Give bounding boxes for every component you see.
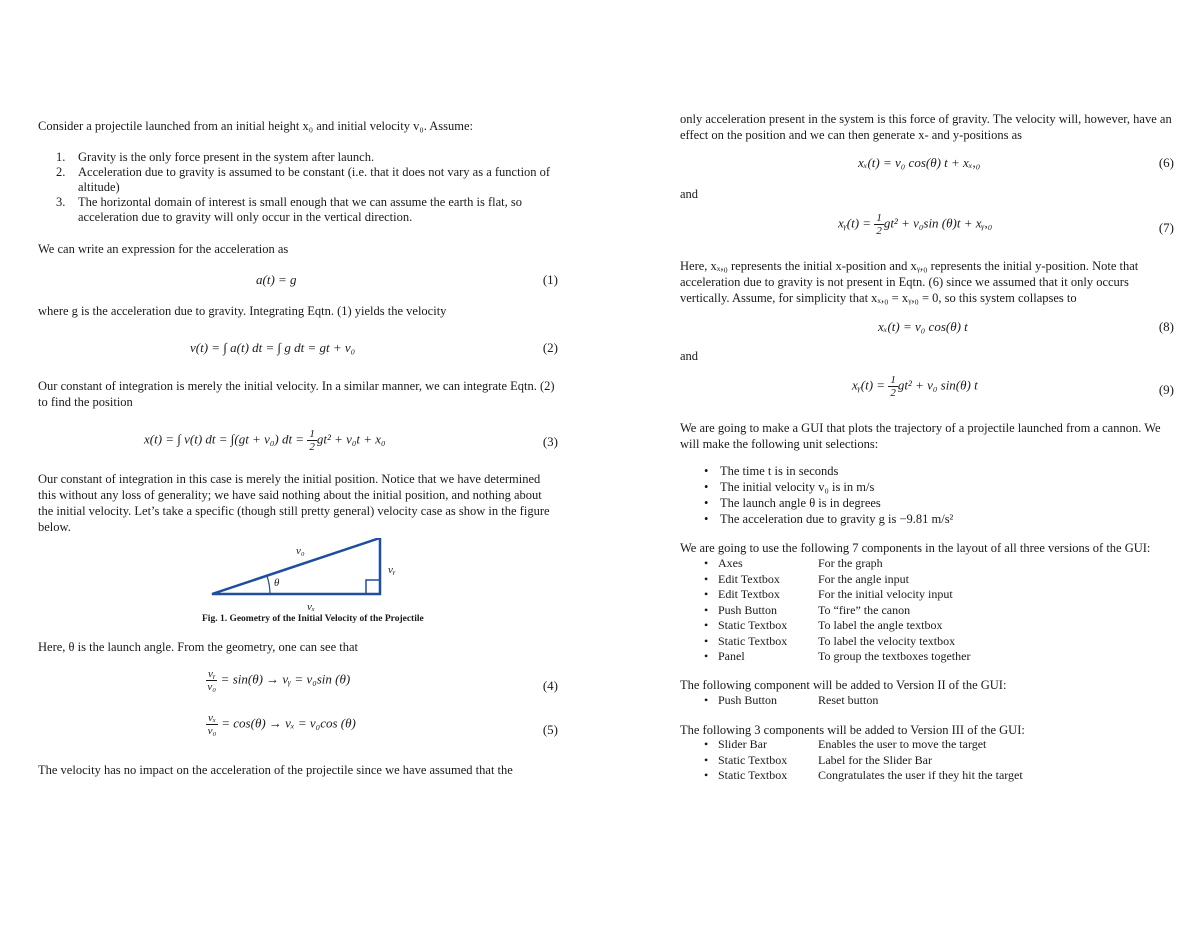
- label-vx: vₓ: [307, 601, 316, 613]
- label-vy: vᵧ: [388, 564, 396, 576]
- equation-5-number: (5): [542, 722, 558, 737]
- equation-7-expr: xᵧ(t) = $\frac{1}{2}$ gt² + v₀sin (θ)t + xᵧ,₀: [838, 212, 993, 237]
- equation-6: [680, 155, 1174, 181]
- component-row: • Push Button To “fire” the canon: [680, 603, 1174, 619]
- equation-2: [38, 340, 558, 366]
- constant-paragraph: Our constant of integration is merely the initial velocity. In a similar manner, we can integrate Eqtn. (2) to find the position: [38, 379, 555, 409]
- continued-paragraph: only acceleration present in the system is this force of gravity. The velocity will, however, have an effect on the position and we can then generate x- and y-positions as: [680, 112, 1172, 142]
- equation-5: [38, 712, 558, 748]
- component-row: • Push Button Reset button: [680, 693, 1174, 709]
- label-theta: θ: [274, 577, 280, 589]
- component-row: • Static Textbox Label for the Slider Bar: [680, 753, 1174, 769]
- equation-8: [680, 319, 1174, 345]
- version2-table: [680, 693, 1174, 709]
- assumption-item: 3. The horizontal domain of interest is small enough that we can assume the earth is flat, so acceleration due to gravity will only occur in the vertical direction.: [56, 195, 522, 224]
- constant2-paragraph: Our constant of integration in this case is merely the initial position. Notice that we have determined this without any loss of generality; we have said nothing about the initial position, and nothing about the initial velocity. Let’s take a specific (though still pretty general) velocity case as show in the figure below.: [38, 472, 550, 534]
- velocity-paragraph: The velocity has no impact on the acceleration of the projectile since we have assumed that the: [38, 763, 513, 777]
- theta-paragraph: Here, θ is the launch angle. From the geometry, one can see that: [38, 640, 358, 654]
- equation-7: [680, 212, 1174, 244]
- velocity-triangle-figure: [208, 538, 398, 616]
- unit-list: [680, 463, 1174, 527]
- intro-paragraph: Consider a projectile launched from an initial height x₀ and initial velocity v₀. Assume:: [38, 119, 474, 133]
- equation-6-expr: xₓ(t) = v₀ cos(θ) t + xₓ,₀: [858, 155, 981, 170]
- component-row: • Axes For the graph: [680, 556, 1174, 572]
- fraction-half: $\frac{1}{2}$: [876, 212, 882, 237]
- equation-9-number: (9): [1158, 382, 1174, 397]
- version2-paragraph: The following component will be added to Version II of the GUI:: [680, 678, 1007, 692]
- fraction-vy-v0: $\frac{\text{vᵧ}}{\text{v₀}}$: [207, 668, 217, 693]
- equation-4: [38, 668, 558, 704]
- equation-3-expr: x(t) = ∫ v(t) dt = ∫(gt + v₀) dt = $\frac{1}{2}$ gt² + v₀t + x₀: [144, 428, 386, 453]
- angle-arc: [267, 576, 270, 594]
- here-paragraph: Here, xₓ,₀ represents the initial x-position and xᵧ,₀ represents the initial y-position. Note that acceleration due to gravity is not present in Eqtn. (6) since we assumed that it only occurs vertically. Assume, for simplicity that xₓ,₀ = xᵧ,₀ = 0, so this system collapses to: [680, 259, 1139, 305]
- equation-8-number: (8): [1158, 319, 1174, 334]
- component-row: • Static Textbox To label the angle textbox: [680, 618, 1174, 634]
- assumption-list: [38, 150, 558, 225]
- component-table: [680, 556, 1174, 665]
- unit-item: • The acceleration due to gravity g is −9.81 m/s²: [680, 511, 1174, 527]
- equation-9: [680, 374, 1174, 406]
- version3-paragraph: The following 3 components will be added to Version III of the GUI:: [680, 723, 1025, 737]
- equation-6-number: (6): [1158, 155, 1174, 170]
- equation-1-number: (1): [542, 272, 558, 287]
- unit-item: • The time t is in seconds: [680, 463, 1174, 479]
- version3-table: [680, 737, 1174, 784]
- equation-5-expr: $\frac{\text{vₓ}}{\text{v₀}}$ = cos(θ) → vₓ = v₀cos (θ): [207, 712, 356, 737]
- assumption-item: 2. Acceleration due to gravity is assumed to be constant (i.e. that it does not vary as a function of altitude): [56, 165, 551, 194]
- fraction-half: $\frac{1}{2}$: [890, 374, 896, 399]
- component-row: • Static Textbox Congratulates the user if they hit the target: [680, 768, 1174, 784]
- fraction-half: $\frac{1}{2}$: [309, 428, 315, 453]
- gui-paragraph: We are going to make a GUI that plots the trajectory of a projectile launched from a cannon. We will make the following unit selections:: [680, 421, 1161, 451]
- equation-1: [38, 272, 558, 298]
- equation-4-expr: $\frac{\text{vᵧ}}{\text{v₀}}$ = sin(θ) → vᵧ = v₀sin (θ): [207, 668, 351, 693]
- equation-4-number: (4): [542, 678, 558, 693]
- equation-3: [38, 428, 558, 454]
- equation-2-number: (2): [542, 340, 558, 355]
- component-row: • Slider Bar Enables the user to move the target: [680, 737, 1174, 753]
- equation-8-expr: xₓ(t) = v₀ cos(θ) t: [878, 319, 968, 334]
- unit-item: • The launch angle θ is in degrees: [680, 495, 1174, 511]
- equation-3-number: (3): [542, 434, 558, 449]
- component-row: • Edit Textbox For the initial velocity input: [680, 587, 1174, 603]
- equation-7-number: (7): [1158, 220, 1174, 235]
- accel-paragraph: We can write an expression for the acceleration as: [38, 242, 289, 256]
- figure-caption: Fig. 1. Geometry of the Initial Velocity of the Projectile: [202, 614, 424, 624]
- equation-9-expr: xᵧ(t) = $\frac{1}{2}$ gt² + v₀ sin(θ) t: [852, 374, 978, 399]
- component-row: • Static Textbox To label the velocity textbox: [680, 634, 1174, 650]
- equation-2-expr: v(t) = ∫ a(t) dt = ∫ g dt = gt + v₀: [190, 340, 356, 355]
- label-v0: v₀: [296, 545, 305, 557]
- unit-item: • The initial velocity v₀ is in m/s: [680, 479, 1174, 495]
- component-row: • Panel To group the textboxes together: [680, 649, 1174, 665]
- where-g-paragraph: where g is the acceleration due to gravity. Integrating Eqtn. (1) yields the velocity: [38, 304, 447, 318]
- fraction-vx-v0: $\frac{\text{vₓ}}{\text{v₀}}$: [207, 712, 217, 737]
- components-paragraph: We are going to use the following 7 components in the layout of all three versions of the GUI:: [680, 541, 1151, 555]
- right-angle-marker: [366, 580, 380, 594]
- and-text-1: and: [680, 187, 699, 201]
- equation-1-expr: a(t) = g: [256, 272, 297, 287]
- component-row: • Edit Textbox For the angle input: [680, 572, 1174, 588]
- and-text-2: and: [680, 349, 699, 363]
- assumption-item: 1. Gravity is the only force present in the system after launch.: [56, 150, 375, 164]
